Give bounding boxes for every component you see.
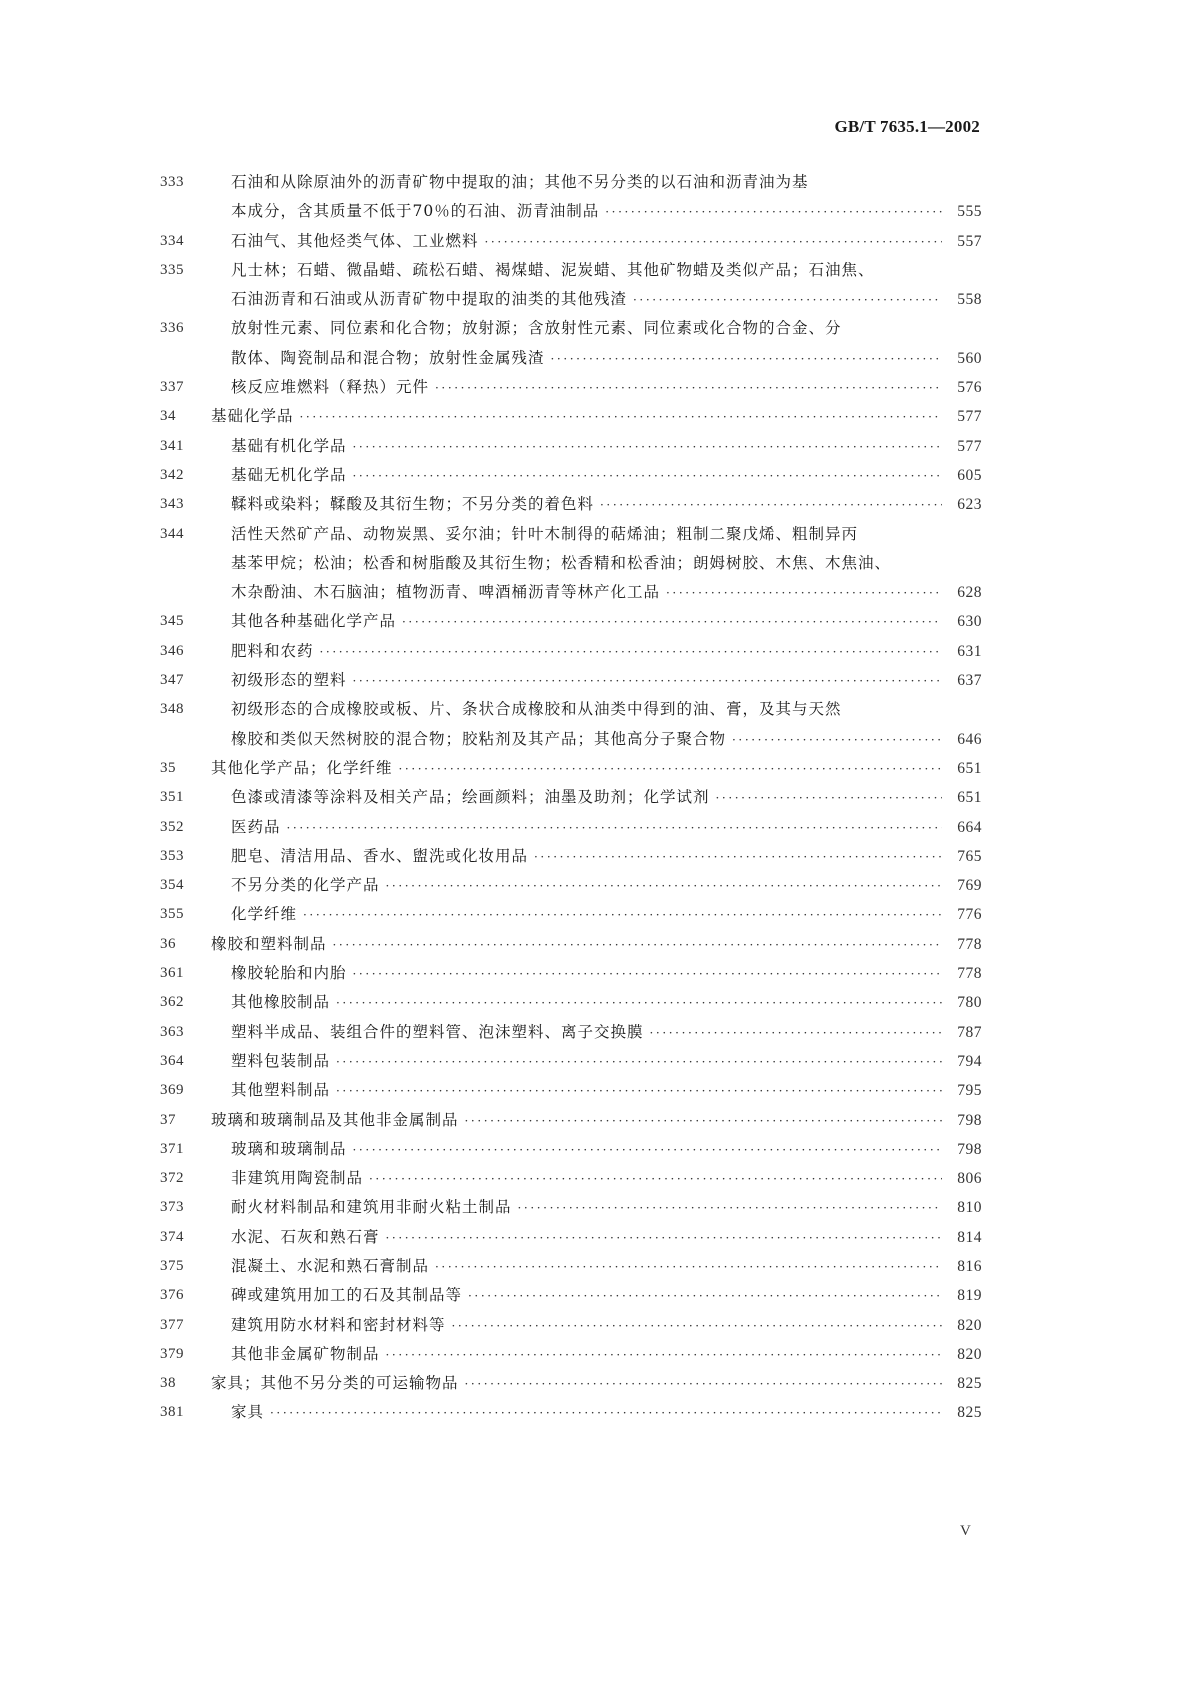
toc-entry[interactable] <box>160 432 982 461</box>
toc-entry-title: 橡胶和类似天然树胶的混合物；胶粘剂及其产品；其他高分子聚合物 <box>231 729 727 748</box>
dot-leader <box>465 1107 942 1136</box>
toc-entry-title: 石油气、其他烃类气体、工业燃料 <box>231 231 479 250</box>
table-of-contents <box>160 168 982 1428</box>
toc-entry-page-number: 814 <box>957 1228 982 1246</box>
toc-entry-title: 医药品 <box>231 817 281 836</box>
toc-entry-body <box>231 607 982 637</box>
toc-entry[interactable] <box>160 930 982 959</box>
toc-entry-title: 基础有机化学品 <box>231 436 347 455</box>
toc-entry-body <box>231 1047 982 1077</box>
dot-leader <box>399 755 942 784</box>
toc-entry-title: 石油沥青和石油或从沥青矿物中提取的油类的其他残渣 <box>231 290 628 309</box>
toc-entry[interactable] <box>160 1193 982 1222</box>
page-number: V <box>960 1523 971 1539</box>
toc-entry-page-number: 776 <box>957 906 982 924</box>
toc-entry-code: 372 <box>160 1170 184 1187</box>
toc-entry-title: 橡胶和塑料制品 <box>211 934 327 953</box>
dot-leader <box>435 374 942 403</box>
toc-entry-code: 354 <box>160 877 184 894</box>
dot-leader <box>468 1282 942 1311</box>
toc-entry-code: 353 <box>160 847 184 864</box>
toc-entry-code: 363 <box>160 1023 184 1040</box>
toc-entry-body <box>231 1340 982 1370</box>
toc-entry-body <box>231 256 982 285</box>
toc-entry-page-number: 825 <box>957 1404 982 1422</box>
toc-entry-page-number: 798 <box>957 1140 982 1158</box>
toc-entry-title: 其他各种基础化学产品 <box>231 612 397 631</box>
toc-entry[interactable] <box>160 813 982 842</box>
toc-entry[interactable] <box>160 490 982 519</box>
toc-entry-body <box>231 432 982 462</box>
toc-entry-body <box>231 373 982 403</box>
toc-entry[interactable] <box>160 1252 982 1281</box>
toc-entry-code: 364 <box>160 1052 184 1069</box>
toc-entry[interactable] <box>160 1311 982 1340</box>
toc-entry-body <box>231 1311 982 1341</box>
toc-entry[interactable] <box>160 461 982 490</box>
toc-entry[interactable] <box>160 988 982 1017</box>
toc-entry-page-number: 769 <box>957 877 982 895</box>
toc-entry-title: 本成分，含其质量不低于70％的石油、沥青油制品 <box>231 202 600 221</box>
toc-entry-body <box>211 402 982 432</box>
toc-entry[interactable] <box>160 256 982 285</box>
toc-entry-code: 352 <box>160 818 184 835</box>
dot-leader <box>386 872 942 901</box>
toc-entry-code: 333 <box>160 174 184 190</box>
toc-entry-title: 散体、陶瓷制品和混合物；放射性金属残渣 <box>231 348 545 367</box>
toc-entry-page-number: 825 <box>957 1375 982 1393</box>
toc-entry[interactable] <box>160 373 982 402</box>
toc-entry-body <box>231 1076 982 1106</box>
toc-entry-continuation[interactable] <box>160 578 982 607</box>
toc-entry[interactable] <box>160 695 982 724</box>
dot-leader <box>716 784 942 813</box>
toc-entry[interactable] <box>160 754 982 783</box>
dot-leader <box>518 1194 942 1223</box>
toc-entry-code: 36 <box>160 935 176 952</box>
toc-entry[interactable] <box>160 842 982 871</box>
toc-entry[interactable] <box>160 900 982 929</box>
toc-entry-body <box>231 725 982 755</box>
toc-entry-title: 放射性元素、同位素和化合物；放射源；含放射性元素、同位素或化合物的合金、分 <box>231 319 842 338</box>
toc-entry-code: 377 <box>160 1316 184 1333</box>
toc-entry[interactable] <box>160 1076 982 1105</box>
toc-entry-page-number: 577 <box>957 437 982 455</box>
toc-entry-continuation[interactable] <box>160 549 982 578</box>
toc-entry-title: 建筑用防水材料和密封材料等 <box>231 1315 446 1334</box>
toc-entry-body <box>231 783 982 813</box>
toc-entry[interactable] <box>160 1369 982 1398</box>
dot-leader <box>336 989 942 1018</box>
toc-entry-code: 355 <box>160 906 184 923</box>
dot-leader <box>353 1136 942 1165</box>
toc-entry-code: 335 <box>160 261 184 278</box>
toc-entry-body <box>231 197 982 227</box>
toc-entry[interactable] <box>160 1281 982 1310</box>
toc-entry-page-number: 820 <box>957 1316 982 1334</box>
toc-entry[interactable] <box>160 1340 982 1369</box>
toc-entry-page-number: 820 <box>957 1345 982 1363</box>
toc-entry-code: 347 <box>160 672 184 689</box>
dot-leader <box>353 667 942 696</box>
dot-leader <box>551 345 942 374</box>
toc-entry-body <box>231 549 982 578</box>
toc-entry-page-number: 646 <box>957 730 982 748</box>
toc-entry-title: 塑料半成品、装组合件的塑料管、泡沫塑料、离子交换膜 <box>231 1022 644 1041</box>
toc-entry-title: 肥皂、清洁用品、香水、盥洗或化妆用品 <box>231 846 529 865</box>
toc-entry[interactable] <box>160 314 982 343</box>
toc-entry-body <box>231 1164 982 1194</box>
toc-entry[interactable] <box>160 637 982 666</box>
dot-leader <box>732 726 942 755</box>
toc-entry-title: 玻璃和玻璃制品及其他非金属制品 <box>211 1110 459 1129</box>
toc-entry-page-number: 605 <box>957 466 982 484</box>
toc-entry-code: 374 <box>160 1228 184 1245</box>
dot-leader <box>600 491 942 520</box>
toc-entry-page-number: 778 <box>957 935 982 953</box>
toc-entry-title: 耐火材料制品和建筑用非耐火粘土制品 <box>231 1198 512 1217</box>
toc-entry-title: 其他塑料制品 <box>231 1081 331 1100</box>
toc-entry-body <box>231 1223 982 1253</box>
toc-entry-body <box>231 900 982 930</box>
toc-entry-title: 其他非金属矿物制品 <box>231 1344 380 1363</box>
toc-entry-code: 336 <box>160 320 184 337</box>
toc-entry-body <box>231 637 982 667</box>
toc-entry-body <box>231 578 982 608</box>
toc-entry-page-number: 557 <box>957 232 982 250</box>
dot-leader <box>287 814 942 843</box>
toc-entry-page-number: 765 <box>957 847 982 865</box>
toc-entry[interactable] <box>160 1164 982 1193</box>
dot-leader <box>353 433 942 462</box>
toc-entry[interactable] <box>160 871 982 900</box>
toc-entry-body <box>231 871 982 901</box>
toc-entry-title: 非建筑用陶瓷制品 <box>231 1169 364 1188</box>
dot-leader <box>353 960 942 989</box>
dot-leader <box>353 462 942 491</box>
toc-entry-code: 344 <box>160 525 184 542</box>
toc-entry-page-number: 651 <box>957 759 982 777</box>
dot-leader <box>485 228 942 257</box>
toc-entry-body <box>231 490 982 520</box>
toc-entry-code: 362 <box>160 994 184 1011</box>
toc-entry-page-number: 816 <box>957 1257 982 1275</box>
toc-entry-title: 其他橡胶制品 <box>231 993 331 1012</box>
dot-leader <box>336 1077 942 1106</box>
toc-entry-page-number: 577 <box>957 408 982 426</box>
toc-entry-code: 379 <box>160 1345 184 1362</box>
toc-entry-title: 混凝土、水泥和熟石膏制品 <box>231 1256 430 1275</box>
toc-entry-title: 色漆或清漆等涂料及相关产品；绘画颜料；油墨及助剂；化学试剂 <box>231 788 710 807</box>
toc-entry[interactable] <box>160 666 982 695</box>
toc-entry-body <box>231 314 982 343</box>
dot-leader <box>633 286 942 315</box>
toc-entry-body <box>211 1369 982 1399</box>
toc-entry[interactable] <box>160 1223 982 1252</box>
toc-entry-body <box>231 461 982 491</box>
toc-entry-title: 鞣料或染料；鞣酸及其衍生物；不另分类的着色料 <box>231 495 595 514</box>
toc-entry-continuation[interactable] <box>160 285 982 314</box>
toc-entry-code: 342 <box>160 466 184 483</box>
dot-leader <box>333 931 942 960</box>
toc-entry-code: 35 <box>160 759 176 776</box>
toc-entry-page-number: 555 <box>957 203 982 221</box>
toc-entry[interactable] <box>160 1047 982 1076</box>
toc-entry-body <box>231 1281 982 1311</box>
toc-entry-code: 38 <box>160 1375 176 1392</box>
toc-entry-code: 369 <box>160 1082 184 1099</box>
toc-entry-body <box>231 1193 982 1223</box>
toc-entry-title: 其他化学产品；化学纤维 <box>211 758 393 777</box>
toc-entry-code: 348 <box>160 701 184 718</box>
toc-entry-page-number: 664 <box>957 818 982 836</box>
toc-entry-body <box>231 1018 982 1048</box>
toc-entry[interactable] <box>160 783 982 812</box>
toc-entry-code: 373 <box>160 1199 184 1216</box>
toc-entry-continuation[interactable] <box>160 197 982 226</box>
toc-entry-title: 凡士林；石蜡、微晶蜡、疏松石蜡、褐煤蜡、泥炭蜡、其他矿物蜡及类似产品；石油焦、 <box>231 260 875 279</box>
dot-leader <box>650 1019 942 1048</box>
toc-entry-body <box>231 168 982 197</box>
toc-entry-code: 371 <box>160 1140 184 1157</box>
dot-leader <box>369 1165 942 1194</box>
dot-leader <box>320 638 942 667</box>
dot-leader <box>452 1312 942 1341</box>
document-header-standard-id: GB/T 7635.1—2002 <box>834 117 980 136</box>
toc-entry-title: 家具；其他不另分类的可运输物品 <box>211 1374 459 1393</box>
toc-entry-page-number: 810 <box>957 1199 982 1217</box>
dot-leader <box>336 1048 942 1077</box>
toc-entry-title: 初级形态的塑料 <box>231 671 347 690</box>
toc-entry-title: 不另分类的化学产品 <box>231 876 380 895</box>
toc-entry-code: 337 <box>160 379 184 396</box>
toc-entry-page-number: 778 <box>957 965 982 983</box>
toc-entry-title: 玻璃和玻璃制品 <box>231 1139 347 1158</box>
toc-entry-body <box>231 666 982 696</box>
toc-entry-body <box>231 695 982 724</box>
toc-entry-body <box>231 988 982 1018</box>
toc-entry[interactable] <box>160 1106 982 1135</box>
dot-leader <box>386 1341 942 1370</box>
toc-entry[interactable] <box>160 168 982 197</box>
dot-leader <box>300 403 942 432</box>
toc-entry-page-number: 576 <box>957 379 982 397</box>
toc-entry-code: 375 <box>160 1257 184 1274</box>
toc-entry-title: 活性天然矿产品、动物炭黑、妥尔油；针叶木制得的萜烯油；粗制二聚戊烯、粗制异丙 <box>231 524 859 543</box>
toc-entry-body <box>231 344 982 374</box>
dot-leader <box>435 1253 942 1282</box>
toc-entry-page-number: 623 <box>957 496 982 514</box>
toc-entry-page-number: 780 <box>957 994 982 1012</box>
toc-entry[interactable] <box>160 959 982 988</box>
toc-entry-title: 化学纤维 <box>231 905 298 924</box>
toc-entry-page-number: 628 <box>957 584 982 602</box>
toc-entry-body <box>231 959 982 989</box>
toc-entry-body <box>211 1106 982 1136</box>
toc-entry-code: 346 <box>160 642 184 659</box>
toc-entry[interactable] <box>160 520 982 549</box>
toc-entry-body <box>231 520 982 549</box>
toc-entry-page-number: 795 <box>957 1082 982 1100</box>
toc-entry-title: 基苯甲烷；松油；松香和树脂酸及其衍生物；松香精和松香油；朗姆树胶、木焦、木焦油、 <box>231 553 892 572</box>
toc-entry-continuation[interactable] <box>160 725 982 754</box>
toc-entry-body <box>231 1135 982 1165</box>
toc-entry-title: 核反应堆燃料（释热）元件 <box>231 378 430 397</box>
toc-entry-code: 37 <box>160 1111 176 1128</box>
toc-entry-code: 343 <box>160 496 184 513</box>
dot-leader <box>402 608 942 637</box>
toc-entry-body <box>211 930 982 960</box>
toc-entry[interactable] <box>160 1135 982 1164</box>
dot-leader <box>666 579 942 608</box>
toc-entry-body <box>231 1398 982 1428</box>
dot-leader <box>465 1370 942 1399</box>
toc-entry-code: 345 <box>160 613 184 630</box>
toc-entry-page-number: 787 <box>957 1023 982 1041</box>
toc-entry-page-number: 798 <box>957 1111 982 1129</box>
toc-entry-title: 基础无机化学品 <box>231 465 347 484</box>
toc-entry-page-number: 794 <box>957 1052 982 1070</box>
toc-entry-title: 木杂酚油、木石脑油；植物沥青、啤酒桶沥青等林产化工品 <box>231 583 661 602</box>
toc-entry[interactable] <box>160 607 982 636</box>
toc-entry-body <box>211 754 982 784</box>
toc-entry-body <box>231 285 982 315</box>
toc-entry-title: 肥料和农药 <box>231 641 314 660</box>
toc-entry-code: 361 <box>160 965 184 982</box>
toc-entry-code: 376 <box>160 1287 184 1304</box>
toc-entry-page-number: 630 <box>957 613 982 631</box>
toc-entry-title: 初级形态的合成橡胶或板、片、条状合成橡胶和从油类中得到的油、膏，及其与天然 <box>231 700 842 719</box>
toc-entry-body <box>231 227 982 257</box>
dot-leader <box>270 1399 942 1428</box>
toc-entry-page-number: 651 <box>957 789 982 807</box>
toc-entry[interactable] <box>160 1398 982 1427</box>
toc-entry-title: 石油和从除原油外的沥青矿物中提取的油；其他不另分类的以石油和沥青油为基 <box>231 173 809 191</box>
toc-entry-page-number: 819 <box>957 1287 982 1305</box>
toc-entry[interactable] <box>160 402 982 431</box>
toc-entry-page-number: 560 <box>957 349 982 367</box>
toc-entry-title: 基础化学品 <box>211 407 294 426</box>
toc-entry-code: 334 <box>160 232 184 249</box>
toc-entry-code: 351 <box>160 789 184 806</box>
dot-leader <box>303 901 942 930</box>
toc-entry-body <box>231 842 982 872</box>
toc-entry-body <box>231 813 982 843</box>
toc-entry-title: 橡胶轮胎和内胎 <box>231 964 347 983</box>
toc-entry-page-number: 558 <box>957 291 982 309</box>
toc-entry-page-number: 637 <box>957 672 982 690</box>
toc-entry-title: 家具 <box>231 1403 265 1422</box>
toc-entry-body <box>231 1252 982 1282</box>
toc-entry[interactable] <box>160 1018 982 1047</box>
toc-entry-page-number: 806 <box>957 1170 982 1188</box>
toc-entry-title: 塑料包装制品 <box>231 1051 331 1070</box>
toc-entry-continuation[interactable] <box>160 344 982 373</box>
toc-entry[interactable] <box>160 227 982 256</box>
toc-entry-title: 水泥、石灰和熟石膏 <box>231 1227 380 1246</box>
dot-leader <box>386 1224 942 1253</box>
toc-entry-page-number: 631 <box>957 642 982 660</box>
toc-entry-title: 碑或建筑用加工的石及其制品等 <box>231 1286 463 1305</box>
dot-leader <box>605 198 942 227</box>
toc-entry-code: 341 <box>160 437 184 454</box>
toc-entry-code: 381 <box>160 1404 184 1421</box>
dot-leader <box>534 843 942 872</box>
toc-entry-code: 34 <box>160 408 176 425</box>
